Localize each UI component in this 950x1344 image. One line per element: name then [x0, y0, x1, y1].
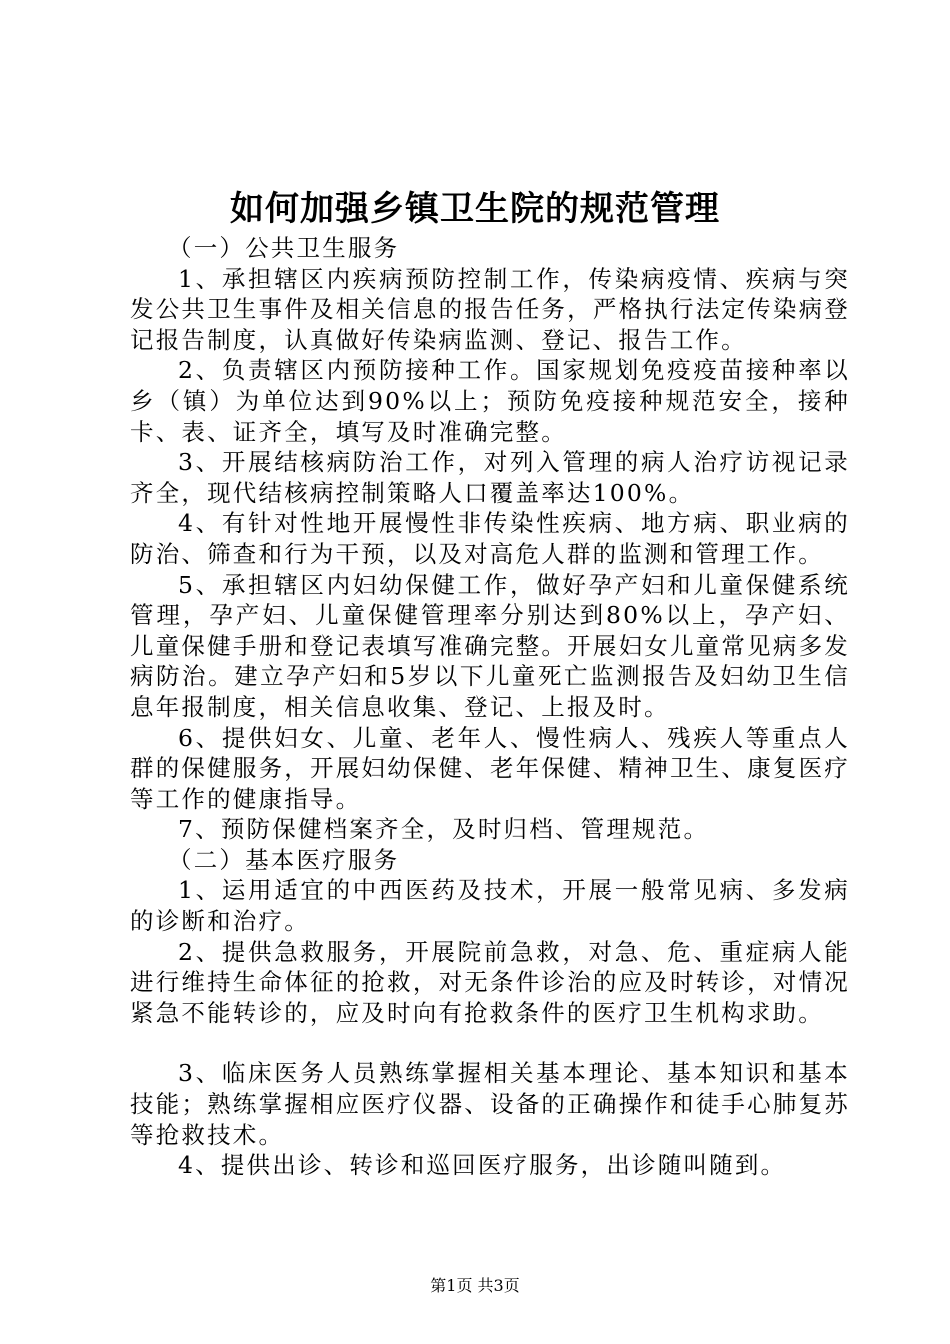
paragraph-medical-4: 4、提供出诊、转诊和巡回医疗服务，出诊随叫随到。	[178, 1151, 787, 1180]
document-body	[130, 233, 850, 1181]
paragraph-medical-1: 1、运用适宜的中西医药及技术，开展一般常见病、多发病的诊断和治疗。	[130, 876, 850, 936]
section-heading-public-health: （一）公共卫生服务	[168, 234, 400, 262]
paragraph-item-3: 3、开展结核病防治工作，对列入管理的病人治疗访视记录齐全，现代结核病控制策略人口覆盖率达100%。	[130, 448, 850, 507]
paragraph-medical-2: 2、提供急救服务，开展院前急救，对急、危、重症病人能进行维持生命体征的抢救，对无条件诊治的应及时转诊，对情况紧急不能转诊的，应及时向有抢救条件的医疗卫生机构求助。	[130, 937, 850, 1027]
paragraph-item-1: 1、承担辖区内疾病预防控制工作，传染病疫情、疾病与突发公共卫生事件及相关信息的报告任务，严格执行法定传染病登记报告制度，认真做好传染病监测、登记、报告工作。	[130, 264, 850, 354]
section-heading-basic-medical: （二）基本医疗服务	[168, 845, 400, 874]
page-number-footer: 第1页 共3页	[430, 1276, 520, 1295]
paragraph-item-7: 7、预防保健档案齐全，及时归档、管理规范。	[178, 815, 710, 844]
paragraph-medical-3: 3、临床医务人员熟练掌握相关基本理论、基本知识和基本技能；熟练掌握相应医疗仪器、设备的正确操作和徒手心肺复苏等抢救技术。	[130, 1059, 850, 1149]
paragraph-item-2: 2、负责辖区内预防接种工作。国家规划免疫疫苗接种率以乡（镇）为单位达到90%以上；预防免疫接种规范安全，接种卡、表、证齐全，填写及时准确完整。	[130, 356, 850, 446]
paragraph-item-6: 6、提供妇女、儿童、老年人、慢性病人、残疾人等重点人群的保健服务，开展妇幼保健、老年保健、精神卫生、康复医疗等工作的健康指导。	[130, 723, 850, 813]
paragraph-item-5: 5、承担辖区内妇幼保健工作，做好孕产妇和儿童保健系统管理，孕产妇、儿童保健管理率分别达到80%以上，孕产妇、儿童保健手册和登记表填写准确完整。开展妇女儿童常见病多发病防治。建立孕产妇和5岁以下儿童死亡监测报告及妇幼卫生信息年报制度，相关信息收集、登记、上报及时。	[130, 570, 850, 721]
document-title: 如何加强乡镇卫生院的规范管理	[230, 189, 720, 229]
paragraph-item-4: 4、有针对性地开展慢性非传染性疾病、地方病、职业病的防治、筛查和行为干预，以及对高危人群的监测和管理工作。	[130, 509, 850, 568]
